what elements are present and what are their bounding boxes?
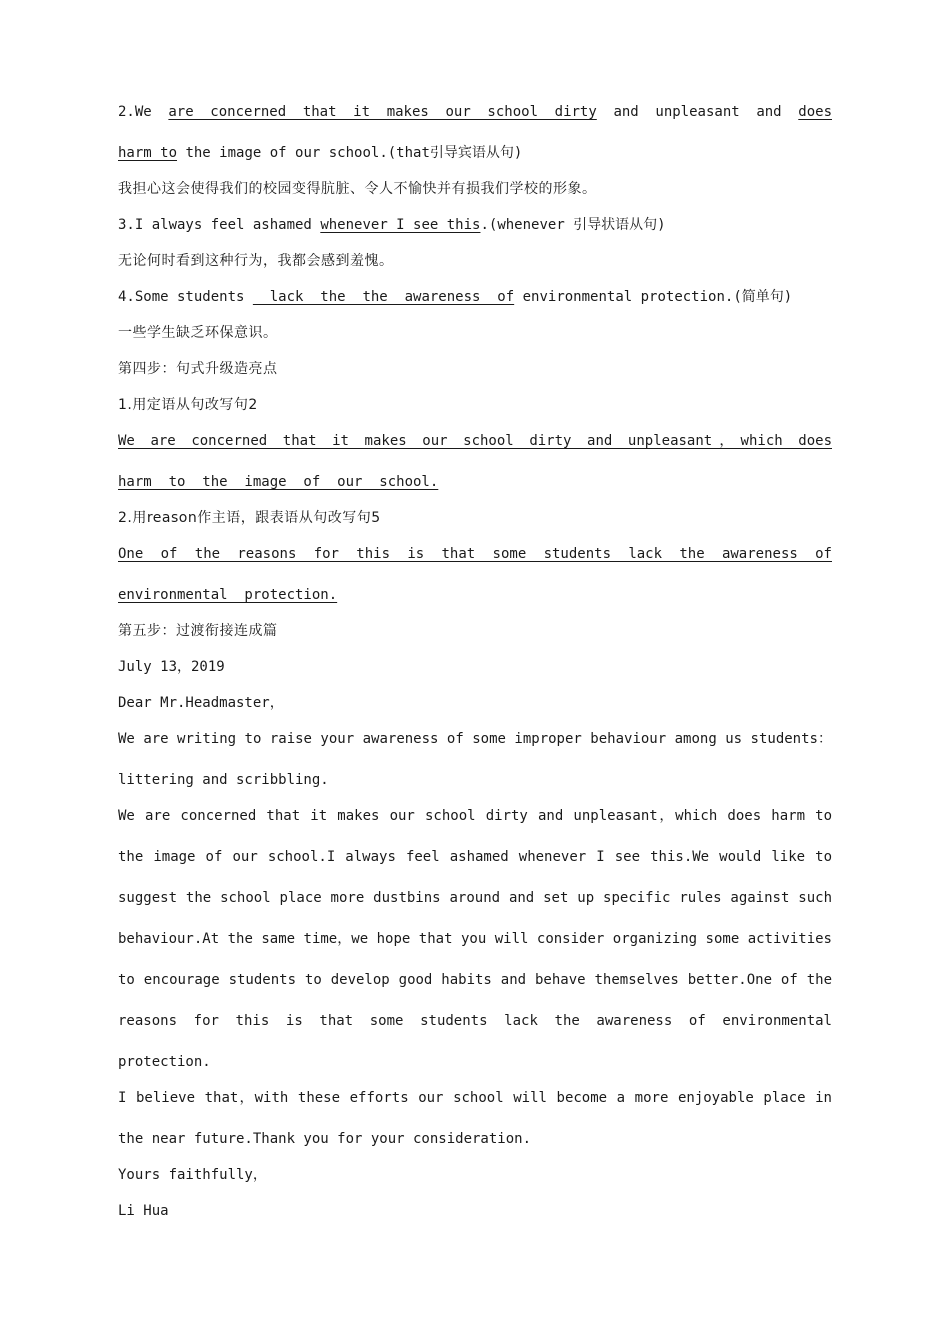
para2-line2: the image of our school.I always feel ashamed whenever I see this.We would like to bbox=[118, 849, 832, 865]
item4-rest: environmental protection.(简单句) bbox=[522, 289, 793, 305]
item3-blank: whenever I see this bbox=[320, 217, 481, 233]
item3-translation: 无论何时看到这种行为，我都会感到羞愧。 bbox=[118, 253, 394, 269]
item3-line bbox=[118, 211, 832, 247]
para1-line1: We are writing to raise your awareness of some improper behaviour among us students： bbox=[118, 731, 832, 747]
task1-prompt: 1.用定语从句改写句2 bbox=[118, 397, 258, 413]
item3-start: 3.I always feel ashamed bbox=[118, 217, 312, 233]
letter-closing: Yours faithfully， bbox=[118, 1167, 267, 1183]
task1-answer-line2-row bbox=[118, 468, 832, 504]
letter-signature: Li Hua bbox=[118, 1203, 169, 1219]
item2-number: 2.We bbox=[118, 104, 152, 120]
para2-line7: protection. bbox=[118, 1054, 211, 1070]
item2-rest: the image of our school.(that引导宾语从句) bbox=[185, 145, 523, 161]
item2-translation: 我担心这会使得我们的校园变得肮脏、令人不愉快并有损我们学校的形象。 bbox=[118, 181, 597, 197]
para2-line5: to encourage students to develop good habits and behave themselves better.One of the bbox=[118, 972, 832, 988]
item2-blank1: are concerned that it makes our school dirty bbox=[168, 104, 597, 120]
task2-prompt: 2.用reason作主语，跟表语从句改写句5 bbox=[118, 510, 381, 526]
task1-answer-line1: We are concerned that it makes our school dirty and unpleasant，which does bbox=[118, 433, 832, 449]
para3-line1: I believe that，with these efforts our school will become a more enjoyable place in bbox=[118, 1090, 832, 1106]
task1-answer-line2: harm to the image of our school. bbox=[118, 474, 439, 490]
item2-line1 bbox=[118, 98, 832, 139]
letter-date: July 13，2019 bbox=[118, 659, 225, 675]
item2-blank2: does bbox=[798, 104, 832, 120]
para2-line4: behaviour.At the same time，we hope that you will consider organizing some activities bbox=[118, 931, 832, 947]
para2-line1: We are concerned that it makes our school dirty and unpleasant，which does harm to bbox=[118, 808, 832, 824]
task2-answer-line2: environmental protection. bbox=[118, 587, 338, 603]
item4-line bbox=[118, 283, 832, 319]
item4-start: 4.Some students bbox=[118, 289, 245, 305]
section5-heading: 第五步：过渡衔接连成篇 bbox=[118, 623, 278, 639]
item2-line2 bbox=[118, 139, 832, 175]
para2-line6: reasons for this is that some students lack the awareness of environmental bbox=[118, 1013, 832, 1029]
task2-answer-line1: One of the reasons for this is that some students lack the awareness of bbox=[118, 546, 832, 562]
para3-line2: the near future.Thank you for your consideration. bbox=[118, 1131, 532, 1147]
document-body bbox=[118, 98, 832, 1233]
para2-line3: suggest the school place more dustbins around and set up specific rules against such bbox=[118, 890, 832, 906]
item3-rest: .(whenever 引导状语从句) bbox=[480, 217, 666, 233]
item4-translation: 一些学生缺乏环保意识。 bbox=[118, 325, 278, 341]
item4-blank: lack the the awareness of bbox=[252, 289, 515, 305]
letter-salutation: Dear Mr.Headmaster， bbox=[118, 695, 284, 711]
item2-mid: and unpleasant and bbox=[613, 104, 782, 120]
item2-blank3: harm to bbox=[118, 145, 178, 161]
task2-answer-line2-row bbox=[118, 581, 832, 617]
para1-line2: littering and scribbling. bbox=[118, 772, 329, 788]
section4-heading: 第四步：句式升级造亮点 bbox=[118, 361, 278, 377]
